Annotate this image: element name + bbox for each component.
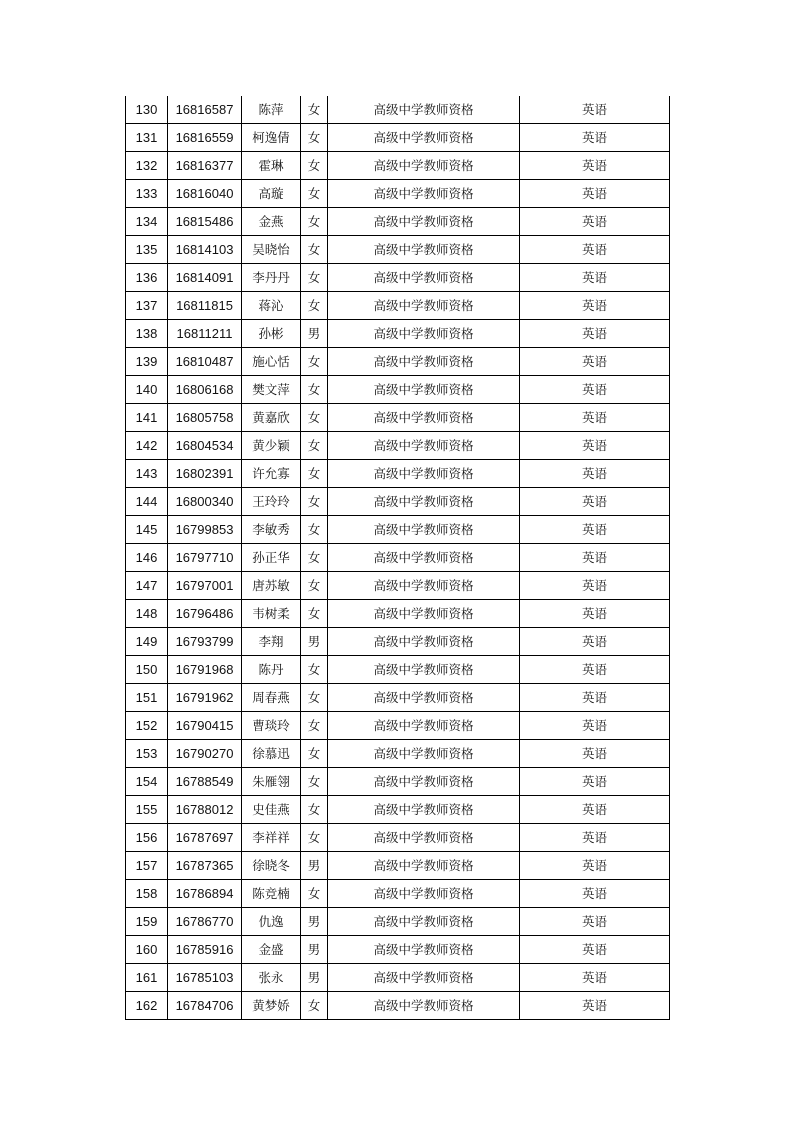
row-number-cell: 156 (126, 824, 168, 852)
table-row (126, 320, 670, 348)
subject-cell: 英语 (520, 880, 670, 908)
row-number-cell: 139 (126, 348, 168, 376)
row-number-cell: 133 (126, 180, 168, 208)
table-row (126, 628, 670, 656)
table-row (126, 908, 670, 936)
applicant-id-cell: 16806168 (168, 376, 242, 404)
subject-cell: 英语 (520, 936, 670, 964)
table-row (126, 488, 670, 516)
qualification-cell: 高级中学教师资格 (328, 656, 520, 684)
applicant-id-cell: 16797001 (168, 572, 242, 600)
applicant-id-cell: 16810487 (168, 348, 242, 376)
qualification-cell: 高级中学教师资格 (328, 908, 520, 936)
gender-cell: 女 (301, 348, 328, 376)
applicant-id-cell: 16799853 (168, 516, 242, 544)
row-number-cell: 148 (126, 600, 168, 628)
table-row (126, 684, 670, 712)
subject-cell: 英语 (520, 208, 670, 236)
gender-cell: 女 (301, 180, 328, 208)
applicant-name-cell: 周春燕 (242, 684, 301, 712)
applicant-id-cell: 16814091 (168, 264, 242, 292)
applicant-name-cell: 徐晓冬 (242, 852, 301, 880)
applicant-name-cell: 王玲玲 (242, 488, 301, 516)
qualification-cell: 高级中学教师资格 (328, 572, 520, 600)
table-row (126, 880, 670, 908)
applicant-id-cell: 16816559 (168, 124, 242, 152)
table-row (126, 404, 670, 432)
subject-cell: 英语 (520, 908, 670, 936)
gender-cell: 女 (301, 824, 328, 852)
subject-cell: 英语 (520, 320, 670, 348)
row-number-cell: 158 (126, 880, 168, 908)
applicant-name-cell: 柯逸倩 (242, 124, 301, 152)
applicant-name-cell: 霍琳 (242, 152, 301, 180)
table-row (126, 180, 670, 208)
qualification-cell: 高级中学教师资格 (328, 124, 520, 152)
subject-cell: 英语 (520, 964, 670, 992)
gender-cell: 女 (301, 264, 328, 292)
applicant-id-cell: 16793799 (168, 628, 242, 656)
row-number-cell: 153 (126, 740, 168, 768)
qualification-cell: 高级中学教师资格 (328, 936, 520, 964)
qualification-cell: 高级中学教师资格 (328, 964, 520, 992)
row-number-cell: 143 (126, 460, 168, 488)
gender-cell: 男 (301, 964, 328, 992)
table-row (126, 376, 670, 404)
applicant-name-cell: 孙彬 (242, 320, 301, 348)
applicant-id-cell: 16786770 (168, 908, 242, 936)
applicant-id-cell: 16811211 (168, 320, 242, 348)
qualification-cell: 高级中学教师资格 (328, 236, 520, 264)
row-number-cell: 135 (126, 236, 168, 264)
gender-cell: 女 (301, 236, 328, 264)
applicant-id-cell: 16816377 (168, 152, 242, 180)
qualification-cell: 高级中学教师资格 (328, 516, 520, 544)
applicant-name-cell: 黄梦娇 (242, 992, 301, 1020)
row-number-cell: 155 (126, 796, 168, 824)
row-number-cell: 145 (126, 516, 168, 544)
applicant-id-cell: 16815486 (168, 208, 242, 236)
subject-cell: 英语 (520, 292, 670, 320)
applicant-name-cell: 樊文萍 (242, 376, 301, 404)
applicant-id-cell: 16785103 (168, 964, 242, 992)
gender-cell: 女 (301, 992, 328, 1020)
gender-cell: 男 (301, 628, 328, 656)
applicant-name-cell: 仇逸 (242, 908, 301, 936)
subject-cell: 英语 (520, 264, 670, 292)
row-number-cell: 154 (126, 768, 168, 796)
qualification-cell: 高级中学教师资格 (328, 264, 520, 292)
gender-cell: 女 (301, 404, 328, 432)
subject-cell: 英语 (520, 628, 670, 656)
subject-cell: 英语 (520, 96, 670, 124)
applicant-name-cell: 李祥祥 (242, 824, 301, 852)
qualification-cell: 高级中学教师资格 (328, 740, 520, 768)
qualification-cell: 高级中学教师资格 (328, 96, 520, 124)
table-row (126, 152, 670, 180)
row-number-cell: 130 (126, 96, 168, 124)
gender-cell: 男 (301, 852, 328, 880)
row-number-cell: 147 (126, 572, 168, 600)
subject-cell: 英语 (520, 740, 670, 768)
applicant-id-cell: 16788012 (168, 796, 242, 824)
table-row (126, 824, 670, 852)
table-row (126, 852, 670, 880)
row-number-cell: 161 (126, 964, 168, 992)
gender-cell: 女 (301, 152, 328, 180)
gender-cell: 女 (301, 712, 328, 740)
subject-cell: 英语 (520, 432, 670, 460)
qualification-cell: 高级中学教师资格 (328, 348, 520, 376)
gender-cell: 女 (301, 488, 328, 516)
subject-cell: 英语 (520, 796, 670, 824)
gender-cell: 男 (301, 908, 328, 936)
row-number-cell: 137 (126, 292, 168, 320)
applicant-name-cell: 曹琰玲 (242, 712, 301, 740)
subject-cell: 英语 (520, 124, 670, 152)
qualification-cell: 高级中学教师资格 (328, 600, 520, 628)
row-number-cell: 136 (126, 264, 168, 292)
row-number-cell: 157 (126, 852, 168, 880)
applicant-name-cell: 朱雁翎 (242, 768, 301, 796)
gender-cell: 女 (301, 96, 328, 124)
qualification-cell: 高级中学教师资格 (328, 880, 520, 908)
subject-cell: 英语 (520, 236, 670, 264)
qualification-cell: 高级中学教师资格 (328, 768, 520, 796)
row-number-cell: 150 (126, 656, 168, 684)
subject-cell: 英语 (520, 376, 670, 404)
subject-cell: 英语 (520, 852, 670, 880)
applicant-name-cell: 徐慕迅 (242, 740, 301, 768)
qualification-cell: 高级中学教师资格 (328, 376, 520, 404)
applicant-id-cell: 16788549 (168, 768, 242, 796)
table-row (126, 992, 670, 1020)
subject-cell: 英语 (520, 348, 670, 376)
qualification-cell: 高级中学教师资格 (328, 292, 520, 320)
subject-cell: 英语 (520, 180, 670, 208)
subject-cell: 英语 (520, 404, 670, 432)
applicant-name-cell: 陈丹 (242, 656, 301, 684)
applicant-id-cell: 16787365 (168, 852, 242, 880)
applicant-name-cell: 高璇 (242, 180, 301, 208)
applicant-table (125, 96, 670, 1020)
subject-cell: 英语 (520, 656, 670, 684)
subject-cell: 英语 (520, 488, 670, 516)
applicant-name-cell: 吴晓怡 (242, 236, 301, 264)
qualification-cell: 高级中学教师资格 (328, 628, 520, 656)
gender-cell: 女 (301, 572, 328, 600)
row-number-cell: 142 (126, 432, 168, 460)
applicant-name-cell: 史佳燕 (242, 796, 301, 824)
row-number-cell: 146 (126, 544, 168, 572)
applicant-name-cell: 唐苏敏 (242, 572, 301, 600)
applicant-id-cell: 16804534 (168, 432, 242, 460)
applicant-name-cell: 韦树柔 (242, 600, 301, 628)
subject-cell: 英语 (520, 712, 670, 740)
row-number-cell: 141 (126, 404, 168, 432)
gender-cell: 女 (301, 124, 328, 152)
subject-cell: 英语 (520, 516, 670, 544)
applicant-name-cell: 蒋沁 (242, 292, 301, 320)
row-number-cell: 144 (126, 488, 168, 516)
applicant-id-cell: 16814103 (168, 236, 242, 264)
qualification-cell: 高级中学教师资格 (328, 488, 520, 516)
row-number-cell: 131 (126, 124, 168, 152)
applicant-id-cell: 16802391 (168, 460, 242, 488)
applicant-id-cell: 16816587 (168, 96, 242, 124)
table-row (126, 292, 670, 320)
applicant-id-cell: 16790415 (168, 712, 242, 740)
applicant-name-cell: 李翔 (242, 628, 301, 656)
table-row (126, 432, 670, 460)
table-row (126, 236, 670, 264)
table-row (126, 572, 670, 600)
applicant-id-cell: 16790270 (168, 740, 242, 768)
table-row (126, 348, 670, 376)
applicant-id-cell: 16785916 (168, 936, 242, 964)
subject-cell: 英语 (520, 152, 670, 180)
qualification-cell: 高级中学教师资格 (328, 796, 520, 824)
row-number-cell: 152 (126, 712, 168, 740)
subject-cell: 英语 (520, 768, 670, 796)
qualification-cell: 高级中学教师资格 (328, 684, 520, 712)
row-number-cell: 159 (126, 908, 168, 936)
gender-cell: 女 (301, 796, 328, 824)
table-row (126, 740, 670, 768)
row-number-cell: 162 (126, 992, 168, 1020)
table-row (126, 656, 670, 684)
table-row (126, 208, 670, 236)
applicant-name-cell: 黄嘉欣 (242, 404, 301, 432)
gender-cell: 女 (301, 208, 328, 236)
gender-cell: 女 (301, 740, 328, 768)
subject-cell: 英语 (520, 544, 670, 572)
gender-cell: 女 (301, 768, 328, 796)
qualification-cell: 高级中学教师资格 (328, 824, 520, 852)
applicant-name-cell: 李敏秀 (242, 516, 301, 544)
applicant-name-cell: 张永 (242, 964, 301, 992)
applicant-name-cell: 黄少颖 (242, 432, 301, 460)
applicant-id-cell: 16791962 (168, 684, 242, 712)
qualification-cell: 高级中学教师资格 (328, 404, 520, 432)
applicant-id-cell: 16811815 (168, 292, 242, 320)
table-row (126, 460, 670, 488)
applicant-id-cell: 16800340 (168, 488, 242, 516)
applicant-id-cell: 16805758 (168, 404, 242, 432)
qualification-cell: 高级中学教师资格 (328, 152, 520, 180)
row-number-cell: 160 (126, 936, 168, 964)
table-row (126, 936, 670, 964)
subject-cell: 英语 (520, 824, 670, 852)
applicant-id-cell: 16787697 (168, 824, 242, 852)
row-number-cell: 140 (126, 376, 168, 404)
subject-cell: 英语 (520, 992, 670, 1020)
row-number-cell: 138 (126, 320, 168, 348)
gender-cell: 女 (301, 432, 328, 460)
table-row (126, 264, 670, 292)
qualification-cell: 高级中学教师资格 (328, 852, 520, 880)
qualification-cell: 高级中学教师资格 (328, 208, 520, 236)
gender-cell: 男 (301, 936, 328, 964)
table-body (126, 96, 670, 1020)
qualification-cell: 高级中学教师资格 (328, 320, 520, 348)
row-number-cell: 132 (126, 152, 168, 180)
applicant-id-cell: 16786894 (168, 880, 242, 908)
gender-cell: 女 (301, 292, 328, 320)
qualification-cell: 高级中学教师资格 (328, 180, 520, 208)
subject-cell: 英语 (520, 600, 670, 628)
applicant-id-cell: 16784706 (168, 992, 242, 1020)
subject-cell: 英语 (520, 460, 670, 488)
applicant-name-cell: 金盛 (242, 936, 301, 964)
row-number-cell: 151 (126, 684, 168, 712)
table-row (126, 516, 670, 544)
gender-cell: 女 (301, 544, 328, 572)
table-row (126, 796, 670, 824)
gender-cell: 女 (301, 880, 328, 908)
table-row (126, 96, 670, 124)
qualification-cell: 高级中学教师资格 (328, 544, 520, 572)
table-row (126, 544, 670, 572)
table-row (126, 712, 670, 740)
applicant-id-cell: 16796486 (168, 600, 242, 628)
applicant-name-cell: 李丹丹 (242, 264, 301, 292)
gender-cell: 女 (301, 376, 328, 404)
applicant-name-cell: 施心恬 (242, 348, 301, 376)
table-row (126, 768, 670, 796)
qualification-cell: 高级中学教师资格 (328, 432, 520, 460)
applicant-name-cell: 陈竞楠 (242, 880, 301, 908)
qualification-cell: 高级中学教师资格 (328, 712, 520, 740)
gender-cell: 女 (301, 516, 328, 544)
qualification-cell: 高级中学教师资格 (328, 460, 520, 488)
subject-cell: 英语 (520, 572, 670, 600)
gender-cell: 男 (301, 320, 328, 348)
applicant-name-cell: 许允寡 (242, 460, 301, 488)
applicant-name-cell: 陈萍 (242, 96, 301, 124)
row-number-cell: 149 (126, 628, 168, 656)
applicant-id-cell: 16797710 (168, 544, 242, 572)
gender-cell: 女 (301, 460, 328, 488)
gender-cell: 女 (301, 600, 328, 628)
table-row (126, 964, 670, 992)
applicant-id-cell: 16816040 (168, 180, 242, 208)
qualification-cell: 高级中学教师资格 (328, 992, 520, 1020)
gender-cell: 女 (301, 684, 328, 712)
table-row (126, 124, 670, 152)
row-number-cell: 134 (126, 208, 168, 236)
gender-cell: 女 (301, 656, 328, 684)
subject-cell: 英语 (520, 684, 670, 712)
applicant-name-cell: 孙正华 (242, 544, 301, 572)
table-row (126, 600, 670, 628)
applicant-id-cell: 16791968 (168, 656, 242, 684)
applicant-name-cell: 金燕 (242, 208, 301, 236)
